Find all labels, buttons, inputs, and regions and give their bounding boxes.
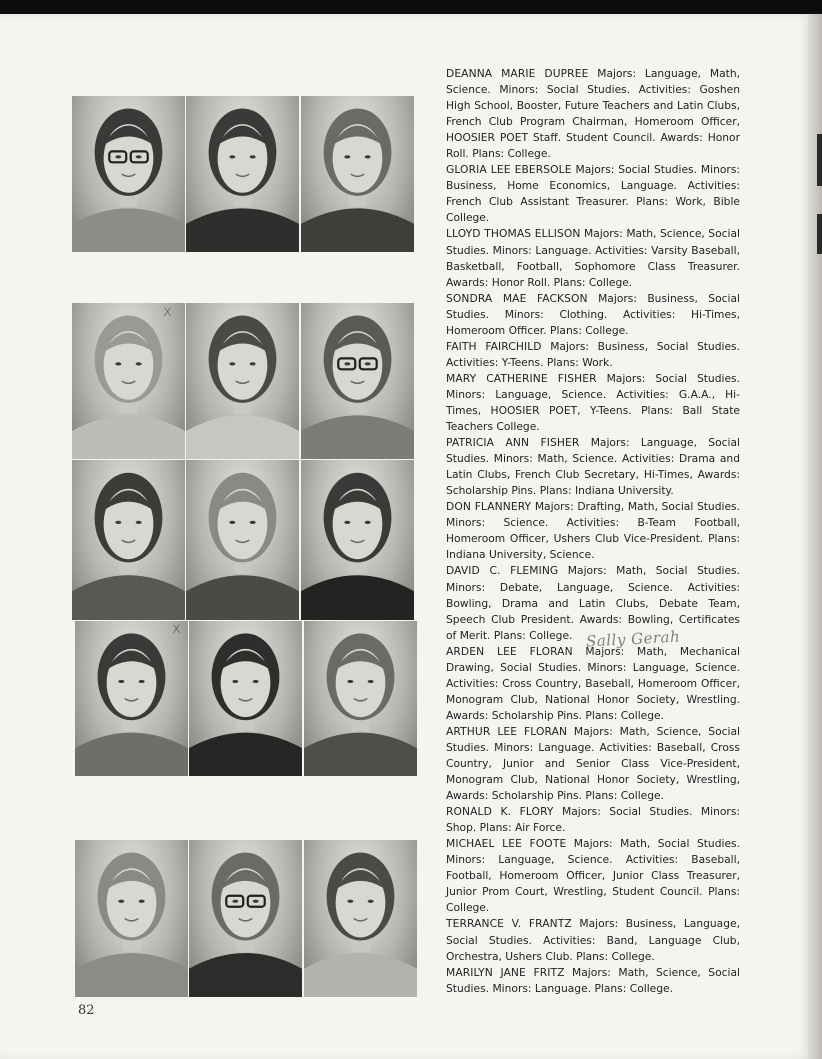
portrait-girl-glasses xyxy=(72,96,185,252)
portrait-girl-curly-hair xyxy=(72,460,185,620)
bio-text: Majors: Business, Social Studies. Minors: Clothing. Activities: Hi-Times, Homeroom Officer. Plans: College. xyxy=(446,291,740,337)
portrait-girl-necklace xyxy=(304,840,417,997)
bio-text: Majors: Math, Science, Social Studies. Minors: Language. Activities: Baseball, Cross Country, Junior and Senior Class Vice-President, Monogram Club, National Honor Society, Wrestling, Awards: Scholarship Pins. Plans: College. xyxy=(446,724,740,803)
bio-text: Majors: Math, Science, Social Studies. Minors: Language. Activities: Varsity Baseball, Basketball, Football, Sophomore Class Treasurer. Awards: Honor Roll. Plans: College. xyxy=(446,227,740,289)
bio-text: Majors: Language, Math, Science. Minors: Social Studies. Activities: Goshen High School, Booster, Future Teachers and Latin Clubs, French Club Program Chairman, Homeroom Officer, HOOSIER POET Staff. Student Council. Awards: Honor Roll. Plans: College. xyxy=(446,67,740,161)
bio-entry xyxy=(446,371,740,435)
bio-text: Majors: Social Studies. Minors: Language, Science. Activities: G.A.A., Hi-Times, HOOSIER POET, Y-Teens. Plans: Ball State Teachers College. xyxy=(446,371,740,434)
portrait-boy-plaid-jacket xyxy=(75,621,188,776)
bio-text: Majors: Math, Mechanical Drawing, Social Studies. Minors: Language, Science. Activities: Cross Country, Baseball, Homeroom Officer, Monogram Club, National Honor Society, Wrestling. Awards: Scholarship Pins. Plans: College. xyxy=(446,644,740,722)
student-name: ARDEN LEE FLORAN xyxy=(446,644,573,658)
scan-top-edge xyxy=(0,0,822,14)
bio-entry xyxy=(446,66,740,162)
student-name: ARTHUR LEE FLORAN xyxy=(446,724,568,738)
portrait-girl-pearls xyxy=(186,96,299,252)
senior-bios xyxy=(446,66,740,997)
portrait-boy-dark-jacket xyxy=(189,621,302,776)
bio-text: Majors: Business, Social Studies. Activities: Y-Teens. Plans: Work. xyxy=(446,339,740,369)
pen-mark: x xyxy=(172,619,181,637)
student-name: MICHAEL LEE FOOTE xyxy=(446,837,567,851)
handwritten-signature: Sally Gerah xyxy=(585,627,681,651)
student-name: LLOYD THOMAS ELLISON xyxy=(446,227,581,241)
portrait-boy-tie xyxy=(186,460,299,620)
bio-entry xyxy=(446,499,740,563)
bio-text: Majors: Math, Social Studies. Minors: Language, Science. Activities: Baseball, Football, Homeroom Officer, Junior Class Treasurer, Junior Prom Court, Wrestling, Student Council. Plans: College. xyxy=(446,837,740,915)
pen-mark: x xyxy=(163,302,172,320)
portrait-boy-bowtie xyxy=(301,96,414,252)
bio-entry xyxy=(446,965,740,997)
portrait-boy-tweed-jacket xyxy=(304,621,417,776)
bio-text: Majors: Language, Social Studies. Minors: Math, Science. Activities: Drama and Latin Clubs, French Club Secretary, Hi-Times, Awards: Scholarship Pins. Plans: Indiana University. xyxy=(446,436,740,498)
student-name: FAITH FAIRCHILD xyxy=(446,339,542,353)
page-edge xyxy=(808,14,822,1059)
bio-text: Majors: Business, Language, Social Studies. Activities: Band, Language Club, Orchestra, Ushers Club. Plans: College. xyxy=(446,917,740,963)
portrait-girl-short-hair xyxy=(186,303,299,459)
bio-entry xyxy=(446,644,740,724)
bio-entry xyxy=(446,724,740,804)
bio-entry xyxy=(446,339,740,371)
student-name: PATRICIA ANN FISHER xyxy=(446,436,580,450)
portrait-boy-glasses xyxy=(189,840,302,997)
portrait-boy-light-suit xyxy=(75,840,188,997)
binding-mark xyxy=(817,134,822,186)
bio-text: Majors: Math, Science, Social Studies. Minors: Language. Plans: College. xyxy=(446,965,740,995)
portrait-boy-dark-suit xyxy=(301,460,414,620)
student-name: MARY CATHERINE FISHER xyxy=(446,371,597,385)
bio-text: Majors: Drafting, Math, Social Studies. Minors: Science. Activities: B-Team Football, Homeroom Officer, Ushers Club Vice-President. Plans: Indiana University, Science. xyxy=(446,500,740,562)
student-name: MARILYN JANE FRITZ xyxy=(446,965,565,979)
student-name: SONDRA MAE FACKSON xyxy=(446,291,588,305)
student-name: RONALD K. FLORY xyxy=(446,805,554,819)
bio-entry xyxy=(446,916,740,964)
bio-entry xyxy=(446,836,740,916)
portrait-girl-cat-eye-glasses xyxy=(301,303,414,459)
bio-text: Majors: Social Studies. Minors: Business, Home Economics, Language. Activities: French Club Assistant Treasurer. Plans: Work, Bible College. xyxy=(446,163,740,225)
bio-text: Majors: Math, Social Studies. Minors: Debate, Language, Science. Activities: Bowling, Drama and Latin Clubs, Debate Team, Speech Club President. Awards: Bowling, Certificates of Merit. Plans: College. xyxy=(446,564,740,642)
bio-entry xyxy=(446,226,740,290)
student-name: GLORIA LEE EBERSOLE xyxy=(446,163,572,177)
bio-entry xyxy=(446,435,740,499)
student-name: DON FLANNERY xyxy=(446,500,532,514)
student-name: TERRANCE V. FRANTZ xyxy=(446,917,572,931)
student-name: DEANNA MARIE DUPREE xyxy=(446,67,589,80)
portrait-girl-light-hair xyxy=(72,303,185,459)
binding-mark xyxy=(817,214,822,254)
bio-entry xyxy=(446,162,740,226)
student-name: DAVID C. FLEMING xyxy=(446,564,559,578)
bio-entry xyxy=(446,804,740,836)
bio-text: Majors: Social Studies. Minors: Shop. Plans: Air Force. xyxy=(446,805,740,835)
bio-entry xyxy=(446,291,740,339)
page-number: 82 xyxy=(78,1003,95,1018)
